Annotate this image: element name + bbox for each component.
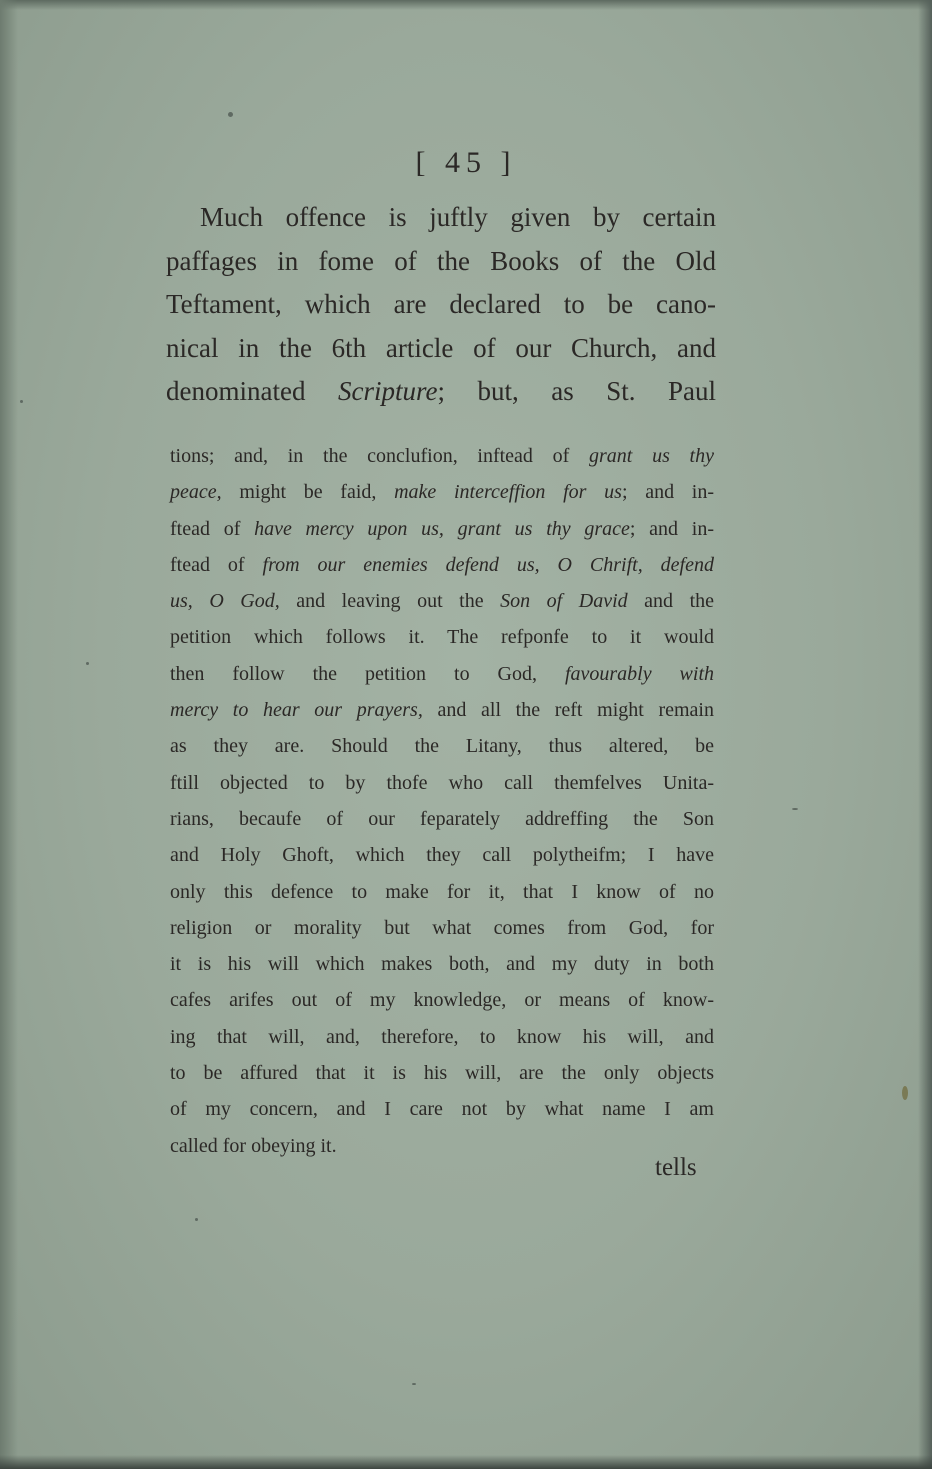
main-line: paffages in fome of the Books of the Old — [166, 245, 716, 276]
page-edge-bottom — [0, 1455, 932, 1469]
paper-blemish — [412, 1383, 416, 1385]
note-line: called for obeying it. — [170, 1134, 337, 1157]
note-line: petition which follows it. The refponfe to it would — [170, 626, 714, 649]
paper-blemish — [792, 808, 798, 810]
italic-scripture: Scripture — [337, 376, 438, 406]
main-line: nical in the 6th article of our Church, and — [166, 332, 716, 363]
paper-blemish — [20, 400, 23, 403]
note-line: ing that will, and, therefore, to know his will, and — [170, 1025, 714, 1048]
note-line: it is his will which makes both, and my duty in both — [170, 953, 714, 976]
paper-blemish — [228, 112, 233, 117]
paper-blemish — [902, 1086, 908, 1100]
note-line: mercy to hear our prayers, and all the reft might remain — [170, 699, 714, 722]
page-edge-top — [0, 0, 932, 10]
footnote-block — [170, 438, 714, 1164]
note-line: only this defence to make for it, that I know of no — [170, 880, 714, 903]
note-line: cafes arifes out of my knowledge, or means of know- — [170, 989, 714, 1012]
page-number-header: [ 45 ] — [415, 146, 517, 179]
catchword: tells — [655, 1154, 697, 1181]
note-line: and Holy Ghoft, which they call polytheifm; I have — [170, 844, 714, 867]
note-line: rians, becaufe of our feparately addreffing the Son — [170, 807, 714, 830]
main-line: Much offence is juftly given by certain — [200, 202, 716, 232]
paper-blemish — [86, 662, 89, 665]
note-line: as they are. Should the Litany, thus altered, be — [170, 735, 714, 758]
main-paragraph — [166, 196, 716, 414]
note-line: to be affured that it is his will, are the only objects — [170, 1062, 714, 1085]
note-line: ftead of have mercy upon us, grant us thy grace; and in- — [170, 517, 714, 540]
main-line: denominated Scripture; but, as St. Paul — [166, 376, 717, 406]
note-line: tions; and, in the conclufion, inftead of grant us thy — [170, 445, 714, 467]
note-line: then follow the petition to God, favourably with — [170, 662, 714, 685]
note-line: ftill objected to by thofe who call themfelves Unita- — [170, 771, 714, 794]
note-line: peace, might be faid, make interceffion for us; and in- — [170, 481, 714, 504]
note-line: of my concern, and I care not by what name I am — [170, 1098, 714, 1121]
note-line: religion or morality but what comes from God, for — [170, 916, 714, 939]
paper-blemish — [195, 1218, 198, 1221]
note-line: us, O God, and leaving out the Son of David and the — [170, 590, 714, 613]
page-edge-left — [0, 0, 18, 1469]
note-line: ftead of from our enemies defend us, O Chrift, defend — [170, 553, 714, 576]
main-line: Teftament, which are declared to be cano- — [166, 289, 716, 319]
page-edge-right — [918, 0, 932, 1469]
